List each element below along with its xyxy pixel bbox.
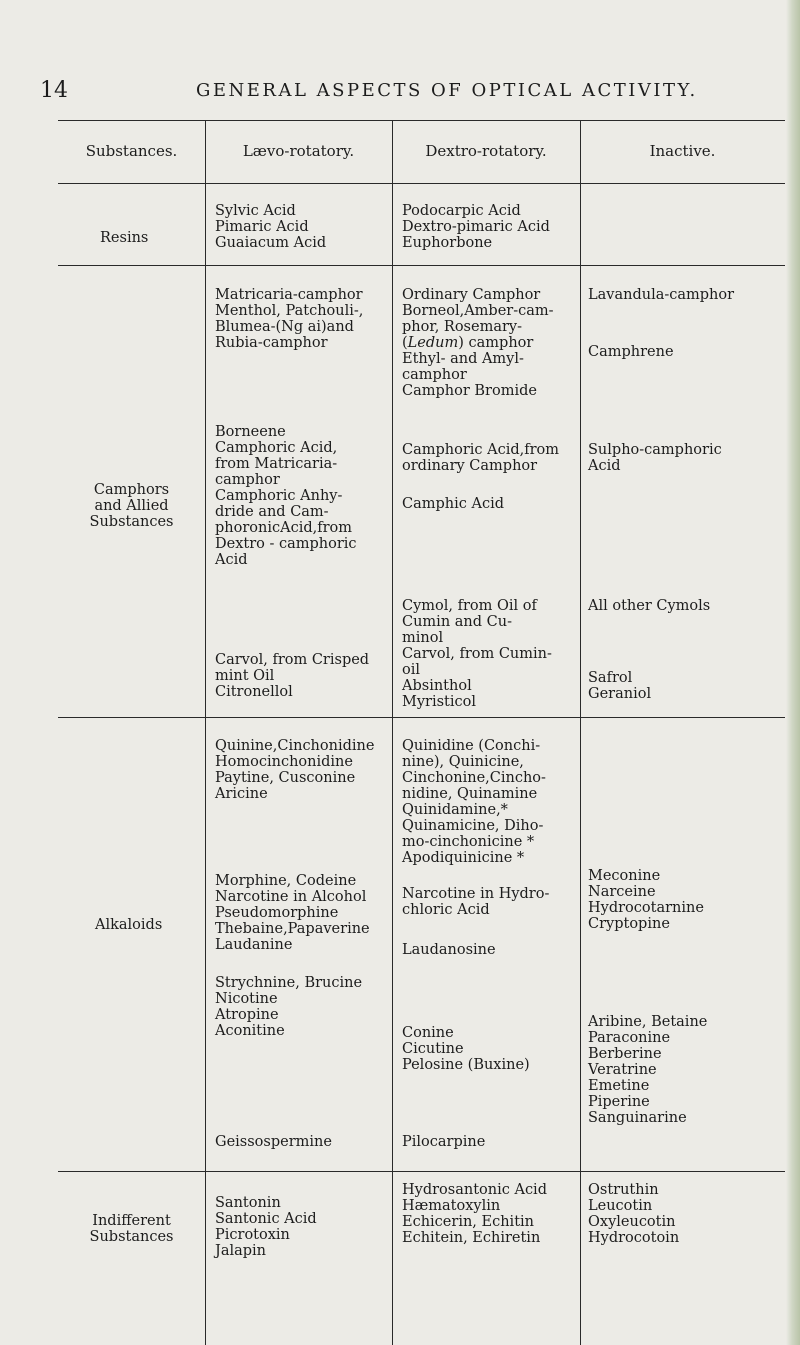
alkaloids-dextro-group-5: Pilocarpine: [402, 1134, 486, 1150]
camphors-laevo-group-2: Borneene Camphoric Acid, from Matricaria- camphor Camphoric Anhy- dride and Cam- phoronicAcid,from Dextro - camphoric Acid: [215, 424, 357, 568]
camphors-inactive-group-4: All other Cymols: [588, 598, 711, 614]
header-rule: [58, 183, 785, 184]
camphors-inactive-group-3: Sulpho-camphoric Acid: [588, 442, 722, 474]
column-rule-2: [392, 120, 393, 1345]
page-edge: [786, 0, 800, 1345]
alkaloids-inactive-group-1: Meconine Narceine Hydrocotarnine Cryptopine: [588, 868, 704, 932]
camphors-label: Camphors and Allied Substances: [89, 482, 174, 530]
indifferent-laevo-list: Santonin Santonic Acid Picrotoxin Jalapin: [215, 1195, 317, 1259]
italic-ledum: Ledum: [407, 335, 459, 351]
alkaloids-dextro-group-2: Narcotine in Hydro- chloric Acid: [402, 886, 550, 918]
camphors-inactive-group-5: Safrol Geraniol: [588, 670, 652, 702]
camphors-dextro-group-1: Ordinary Camphor Borneol,Amber-cam- phor, Rosemary- (Ledum) camphor Ethyl- and Amyl- camphor Camphor Bromide: [402, 287, 554, 399]
alkaloids-rule: [58, 1171, 785, 1172]
header-inactive: Inactive.: [649, 142, 716, 160]
column-rule-3: [580, 120, 581, 1345]
resins-label: Resins: [100, 230, 149, 246]
alkaloids-laevo-group-4: Geissospermine: [215, 1134, 332, 1150]
running-head: GENERAL ASPECTS OF OPTICAL ACTIVITY.: [196, 80, 698, 101]
camphors-inactive-group-2: Camphrene: [588, 344, 674, 360]
alkaloids-label: Alkaloids: [95, 917, 163, 933]
alkaloids-laevo-group-3: Strychnine, Brucine Nicotine Atropine Aconitine: [215, 975, 363, 1039]
camphors-dextro-group-3: Camphic Acid: [402, 496, 504, 512]
alkaloids-laevo-group-2: Morphine, Codeine Narcotine in Alcohol Pseudomorphine Thebaine,Papaverine Laudanine: [215, 873, 370, 953]
header-dextro-rotatory: Dextro-rotatory.: [425, 142, 547, 160]
resins-rule: [58, 265, 785, 266]
indifferent-label: Indifferent Substances: [89, 1213, 174, 1245]
camphors-laevo-group-1: Matricaria-camphor Menthol, Patchouli-, Blumea-(Ng ai)and Rubia-camphor: [215, 287, 364, 351]
camphors-rule: [58, 717, 785, 718]
header-laevo-rotatory: Lævo-rotatory.: [242, 142, 355, 160]
resins-laevo-list: Sylvic Acid Pimaric Acid Guaiacum Acid: [215, 203, 327, 251]
alkaloids-dextro-group-3: Laudanosine: [402, 942, 496, 958]
camphors-dextro-group-2: Camphoric Acid,from ordinary Camphor: [402, 442, 560, 474]
table-top-rule: [58, 120, 785, 121]
resins-dextro-list: Podocarpic Acid Dextro-pimaric Acid Euphorbone: [402, 203, 550, 251]
alkaloids-inactive-group-2: Aribine, Betaine Paraconine Berberine Veratrine Emetine Piperine Sanguinarine: [588, 1014, 708, 1126]
header-substances: Substances.: [85, 142, 178, 160]
camphors-laevo-group-3: Carvol, from Crisped mint Oil Citronellol: [215, 652, 370, 700]
camphors-dextro-group-4: Cymol, from Oil of Cumin and Cu- minol Carvol, from Cumin- oil Absinthol Myristicol: [402, 598, 552, 710]
alkaloids-laevo-group-1: Quinine,Cinchonidine Homocinchonidine Paytine, Cusconine Aricine: [215, 738, 375, 802]
page-number: 14: [40, 78, 68, 103]
alkaloids-dextro-group-1: Quinidine (Conchi- nine), Quinicine, Cinchonine,Cincho- nidine, Quinamine Quinidamine,* Quinamicine, Diho- mo-cinchonicine * Apodiquinicine *: [402, 738, 546, 866]
indifferent-dextro-list: Hydrosantonic Acid Hæmatoxylin Echicerin, Echitin Echitein, Echiretin: [402, 1182, 547, 1246]
alkaloids-dextro-group-4: Conine Cicutine Pelosine (Buxine): [402, 1025, 530, 1073]
indifferent-inactive-list: Ostruthin Leucotin Oxyleucotin Hydrocotoin: [588, 1182, 680, 1246]
camphors-inactive-group-1: Lavandula-camphor: [588, 287, 735, 303]
column-rule-1: [205, 120, 206, 1345]
